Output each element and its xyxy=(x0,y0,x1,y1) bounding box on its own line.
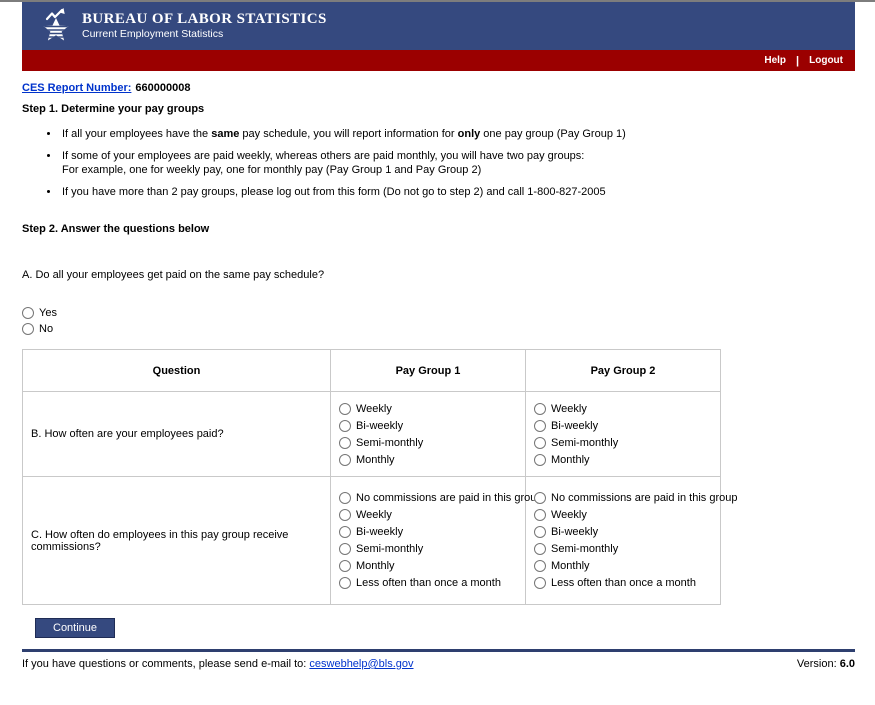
utility-nav-bar xyxy=(22,50,855,71)
column-header-pay-group-2: Pay Group 2 xyxy=(526,350,721,392)
question-b-text: B. How often are your employees paid? xyxy=(23,392,331,477)
ces-report-number-value: 660000008 xyxy=(135,82,191,94)
radio-option[interactable] xyxy=(534,577,716,589)
radio-label: Bi-weekly xyxy=(356,526,404,538)
radio-input[interactable] xyxy=(339,543,351,555)
column-header-question: Question xyxy=(23,350,331,392)
radio-input[interactable] xyxy=(339,454,351,466)
email-link[interactable]: ceswebhelp@bls.gov xyxy=(309,658,414,670)
radio-label: Semi-monthly xyxy=(551,543,619,555)
radio-label: No commissions are paid in this group xyxy=(551,492,738,504)
radio-option[interactable] xyxy=(534,560,716,572)
radio-label: Monthly xyxy=(551,453,590,466)
version-text: Version: 6.0 xyxy=(796,658,855,670)
radio-option[interactable] xyxy=(339,437,521,449)
header-banner xyxy=(22,2,855,50)
radio-input[interactable] xyxy=(534,509,546,521)
column-header-pay-group-1: Pay Group 1 xyxy=(331,350,526,392)
pay-groups-table xyxy=(22,349,738,605)
continue-button[interactable]: Continue xyxy=(35,618,115,638)
radio-input[interactable] xyxy=(339,560,351,572)
radio-input[interactable] xyxy=(339,403,351,415)
bullet-item: • If you have more than 2 pay groups, please log out from this form (Do not go to step 2) and call 1-800-827-2005 xyxy=(60,185,855,199)
radio-option[interactable] xyxy=(22,323,855,335)
table-row-question-c xyxy=(23,477,721,605)
bls-star-logo-icon xyxy=(36,6,76,46)
radio-input[interactable] xyxy=(534,526,546,538)
radio-input[interactable] xyxy=(339,509,351,521)
radio-label: Bi-weekly xyxy=(551,419,599,432)
radio-label: Bi-weekly xyxy=(356,419,404,432)
footer xyxy=(22,652,855,670)
radio-input[interactable] xyxy=(339,420,351,432)
radio-option[interactable] xyxy=(339,509,521,521)
header xyxy=(22,2,855,71)
table-header-row xyxy=(23,350,721,392)
radio-input[interactable] xyxy=(534,577,546,589)
radio-input[interactable] xyxy=(534,560,546,572)
radio-option[interactable] xyxy=(339,543,521,555)
radio-input[interactable] xyxy=(339,526,351,538)
radio-label: Monthly xyxy=(356,560,395,572)
radio-input[interactable] xyxy=(339,437,351,449)
step1-bullet-list xyxy=(60,127,855,199)
radio-label: Less often than once a month xyxy=(356,577,501,589)
radio-option[interactable] xyxy=(534,420,716,432)
radio-input[interactable] xyxy=(534,454,546,466)
bullet-item: • If some of your employees are paid weekly, whereas others are paid monthly, you will have two pay groups: For example, one for weekly pay, one for monthly pay (Pay Group 1 and Pay Group 2) xyxy=(60,149,855,177)
radio-label: Less often than once a month xyxy=(551,577,696,589)
question-a-options xyxy=(22,307,855,335)
radio-input[interactable] xyxy=(339,577,351,589)
radio-label: Yes xyxy=(39,307,57,319)
radio-label: Semi-monthly xyxy=(356,436,424,449)
radio-label: Weekly xyxy=(551,402,587,415)
agency-title: BUREAU OF LABOR STATISTICS xyxy=(82,11,327,27)
radio-label: Bi-weekly xyxy=(551,526,599,538)
question-a-text: A. Do all your employees get paid on the same pay schedule? xyxy=(22,269,325,281)
radio-option[interactable] xyxy=(339,577,521,589)
radio-option[interactable] xyxy=(339,454,521,466)
step1-heading: Step 1. Determine your pay groups xyxy=(22,103,205,115)
question-c-text: C. How often do employees in this pay group receive commissions? xyxy=(23,477,331,605)
table-row-question-b xyxy=(23,392,721,477)
radio-option[interactable] xyxy=(534,437,716,449)
radio-input[interactable] xyxy=(534,403,546,415)
radio-input[interactable] xyxy=(22,323,34,335)
main-content xyxy=(0,71,875,670)
logout-link[interactable]: Logout xyxy=(809,55,843,66)
radio-option[interactable] xyxy=(534,509,716,521)
radio-option[interactable] xyxy=(22,307,855,319)
help-link[interactable]: Help xyxy=(764,55,787,66)
radio-option[interactable] xyxy=(339,420,521,432)
ces-report-line xyxy=(22,82,855,94)
radio-label: Semi-monthly xyxy=(551,436,619,449)
ces-report-number-link[interactable]: CES Report Number: xyxy=(22,82,132,94)
radio-option[interactable] xyxy=(339,526,521,538)
radio-option[interactable] xyxy=(339,492,543,504)
question-c-paygroup1-options xyxy=(339,492,543,589)
radio-input[interactable] xyxy=(534,420,546,432)
radio-option[interactable] xyxy=(534,454,716,466)
radio-label: Semi-monthly xyxy=(356,543,424,555)
nav-separator: | xyxy=(796,54,800,67)
footer-help-text: If you have questions or comments, please send e-mail to: ceswebhelp@bls.gov xyxy=(22,658,414,670)
radio-option[interactable] xyxy=(339,403,521,415)
radio-label: Monthly xyxy=(551,560,590,572)
radio-option[interactable] xyxy=(339,560,521,572)
radio-input[interactable] xyxy=(22,307,34,319)
radio-label: No xyxy=(39,323,54,335)
radio-label: No commissions are paid in this group xyxy=(356,492,543,504)
radio-label: Monthly xyxy=(356,453,395,466)
question-c-paygroup2-options xyxy=(534,492,738,589)
app-subtitle: Current Employment Statistics xyxy=(82,28,224,40)
question-b-paygroup1-options xyxy=(339,403,521,466)
radio-label: Weekly xyxy=(356,402,392,415)
radio-label: Weekly xyxy=(551,509,587,521)
radio-option[interactable] xyxy=(534,403,716,415)
radio-input[interactable] xyxy=(534,543,546,555)
radio-input[interactable] xyxy=(534,437,546,449)
radio-label: Weekly xyxy=(356,509,392,521)
radio-input[interactable] xyxy=(339,492,351,504)
radio-option[interactable] xyxy=(534,492,738,504)
radio-input[interactable] xyxy=(534,492,546,504)
radio-option[interactable] xyxy=(534,526,716,538)
bullet-item: • If all your employees have the same pay schedule, you will report information for only one pay group (Pay Group 1) xyxy=(60,127,855,141)
step2-heading: Step 2. Answer the questions below xyxy=(22,223,210,235)
question-b-paygroup2-options xyxy=(534,403,716,466)
radio-option[interactable] xyxy=(534,543,716,555)
